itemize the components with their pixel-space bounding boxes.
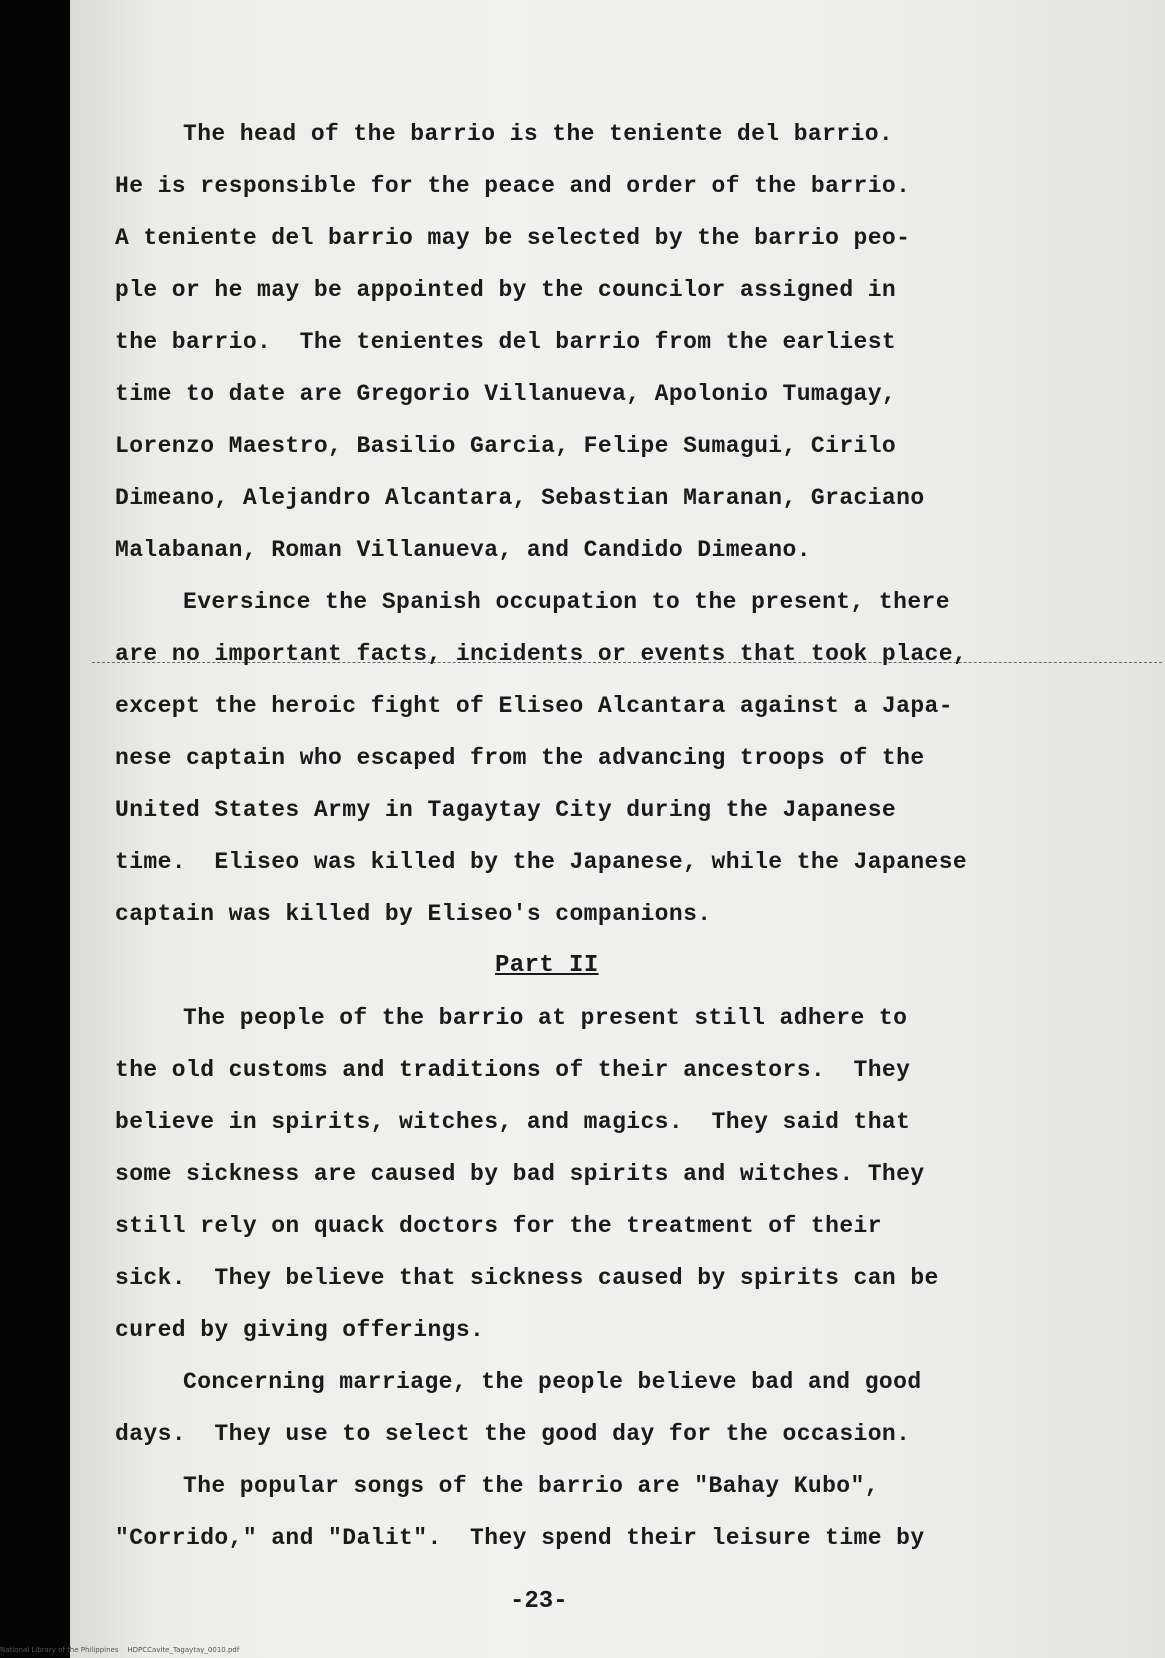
text-line: "Corrido," and "Dalit". They spend their leisure time by [115, 1525, 925, 1551]
text-line: some sickness are caused by bad spirits and witches. They [115, 1161, 925, 1187]
body-text [115, 108, 1015, 1564]
scan-border [0, 0, 70, 1658]
footer-source: National Library of the Philippines HDPCCavite_Tagaytay_0010.pdf [0, 1646, 240, 1654]
text-line: United States Army in Tagaytay City during the Japanese [115, 797, 897, 823]
text-line: A teniente del barrio may be selected by the barrio peo- [115, 225, 911, 251]
text-line: captain was killed by Eliseo's companions. [115, 901, 712, 927]
text-line: Eversince the Spanish occupation to the present, there [183, 589, 950, 615]
text-line: time to date are Gregorio Villanueva, Apolonio Tumagay, [115, 381, 897, 407]
text-line: Malabanan, Roman Villanueva, and Candido Dimeano. [115, 537, 811, 563]
text-line: Dimeano, Alejandro Alcantara, Sebastian Maranan, Graciano [115, 485, 925, 511]
section-heading: Part II [495, 952, 599, 979]
text-line: days. They use to select the good day for the occasion. [115, 1421, 911, 1447]
text-line: sick. They believe that sickness caused by spirits can be [115, 1265, 939, 1291]
text-line: nese captain who escaped from the advancing troops of the [115, 745, 925, 771]
text-line: He is responsible for the peace and order of the barrio. [115, 173, 911, 199]
text-line: The people of the barrio at present still adhere to [183, 1005, 908, 1031]
text-line: the barrio. The tenientes del barrio from the earliest [115, 329, 897, 355]
text-line: ple or he may be appointed by the councilor assigned in [115, 277, 897, 303]
text-line: still rely on quack doctors for the treatment of their [115, 1213, 882, 1239]
text-line: The popular songs of the barrio are "Bahay Kubo", [183, 1473, 879, 1499]
text-line: The head of the barrio is the teniente del barrio. [183, 121, 894, 147]
text-line: are no important facts, incidents or events that took place, [115, 641, 968, 667]
text-line: time. Eliseo was killed by the Japanese, while the Japanese [115, 849, 968, 875]
page-number: -23- [510, 1588, 568, 1615]
text-line: the old customs and traditions of their ancestors. They [115, 1057, 911, 1083]
text-line: Concerning marriage, the people believe bad and good [183, 1369, 922, 1395]
text-line: except the heroic fight of Eliseo Alcantara against a Japa- [115, 693, 953, 719]
text-line: believe in spirits, witches, and magics. They said that [115, 1109, 911, 1135]
text-line: Lorenzo Maestro, Basilio Garcia, Felipe Sumagui, Cirilo [115, 433, 897, 459]
text-line: cured by giving offerings. [115, 1317, 485, 1343]
